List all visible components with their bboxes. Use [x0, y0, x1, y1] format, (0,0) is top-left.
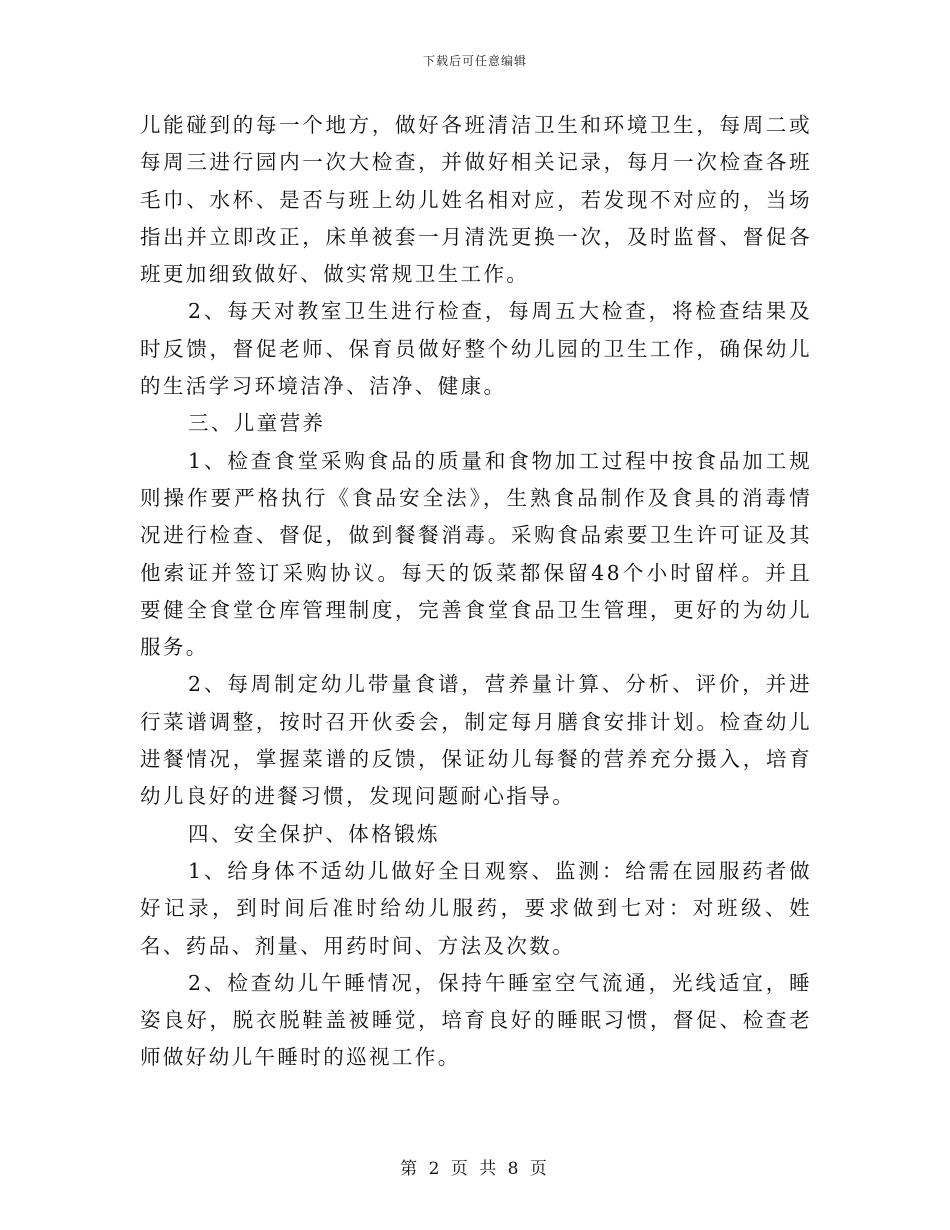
page-header: 下载后可任意编辑 — [422, 54, 527, 68]
section-heading: 四、安全保护、体格锻炼 — [188, 821, 440, 846]
body-paragraph: 1、检查食堂采购食品的质量和食物加工过程中按食品加工规则操作要严格执行《食品安全法》，生熟食品制作及食具的消毒情况进行检查、督促，做到餐餐消毒。采购食品索要卫生许可证及其他索证并签订采购协议。每天的饭菜都保留48个小时留样。并且要健全食堂仓库管理制度，完善食堂食品卫生管理，更好的为幼儿服务。 — [140, 448, 812, 660]
body-paragraph: 2、检查幼儿午睡情况，保持午睡室空气流通，光线适宜，睡姿良好，脱衣脱鞋盖被睡觉，培育良好的睡眠习惯，督促、检查老师做好幼儿午睡时的巡视工作。 — [140, 970, 812, 1070]
document-body — [140, 107, 812, 1077]
body-paragraph: 儿能碰到的每一个地方，做好各班清洁卫生和环境卫生，每周二或每周三进行园内一次大检查，并做好相关记录，每月一次检查各班毛巾、水杯、是否与班上幼儿姓名相对应，若发现不对应的，当场指出并立即改正，床单被套一月清洗更换一次，及时监督、督促各班更加细致做好、做实常规卫生工作。 — [140, 113, 812, 287]
body-paragraph: 2、每天对教室卫生进行检查，每周五大检查，将检查结果及时反馈，督促老师、保育员做好整个幼儿园的卫生工作，确保幼儿的生活学习环境洁净、洁净、健康。 — [140, 299, 812, 399]
page-number-footer: 第 2 页 共 8 页 — [400, 1159, 550, 1179]
body-paragraph: 1、给身体不适幼儿做好全日观察、监测：给需在园服药者做好记录，到时间后准时给幼儿服药，要求做到七对：对班级、姓名、药品、剂量、用药时间、方法及次数。 — [140, 858, 812, 958]
body-paragraph: 2、每周制定幼儿带量食谱，营养量计算、分析、评价，并进行菜谱调整，按时召开伙委会，制定每月膳食安排计划。检查幼儿进餐情况，掌握菜谱的反馈，保证幼儿每餐的营养充分摄入，培育幼儿良好的进餐习惯，发现问题耐心指导。 — [140, 672, 812, 809]
section-heading: 三、儿童营养 — [188, 411, 326, 436]
